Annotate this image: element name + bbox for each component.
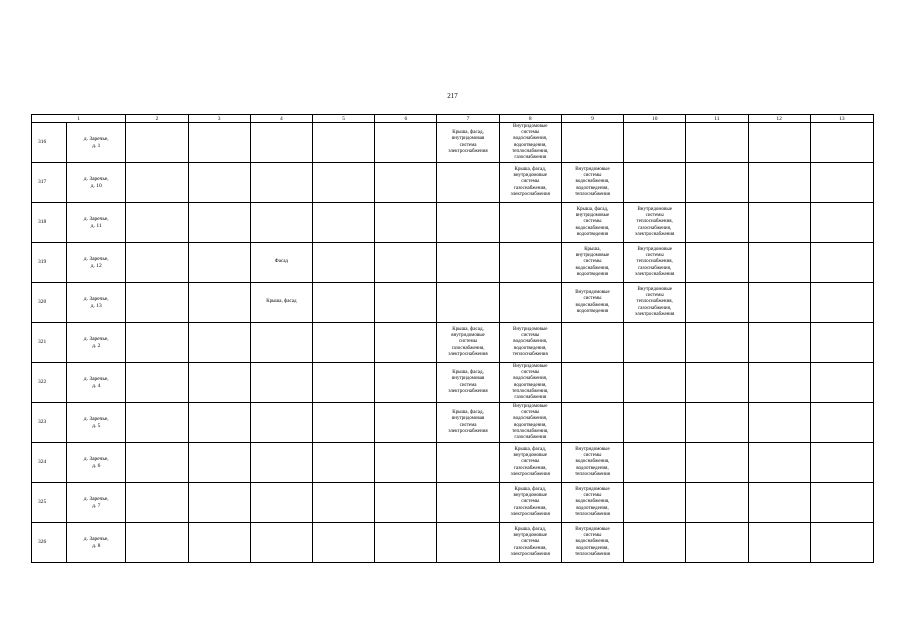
work-cell-col8: Внутридомовые системы водоснабжения, водоотведения, теплоснабжения, газоснабжения — [499, 363, 561, 403]
work-cell-col8 — [499, 283, 561, 323]
empty-cell — [375, 163, 437, 203]
empty-cell — [126, 283, 188, 323]
empty-cell — [188, 443, 250, 483]
column-header: 6 — [375, 115, 437, 123]
empty-cell — [686, 163, 748, 203]
column-header: 12 — [748, 115, 810, 123]
work-cell-col10 — [624, 483, 686, 523]
row-number-cell: 319 — [32, 243, 67, 283]
address-cell: д. Заречье, д. 12 — [67, 243, 126, 283]
empty-cell — [312, 523, 374, 563]
work-cell-col9: Внутридомовые системы водоснабжения, водоотведения, теплоснабжения — [561, 443, 623, 483]
empty-cell — [748, 483, 810, 523]
empty-cell — [810, 283, 873, 323]
data-table — [31, 114, 874, 563]
empty-cell — [312, 243, 374, 283]
empty-cell — [126, 243, 188, 283]
empty-cell — [748, 163, 810, 203]
empty-cell — [748, 403, 810, 443]
empty-cell — [686, 123, 748, 163]
column-header: 5 — [312, 115, 374, 123]
empty-cell — [686, 243, 748, 283]
work-cell-col7: Крыша, фасад, внутридомовая система электроснабжения — [437, 363, 499, 403]
work-cell-col4: Крыша, фасад — [250, 283, 312, 323]
work-cell-col10 — [624, 123, 686, 163]
row-number-cell: 322 — [32, 363, 67, 403]
work-cell-col8: Внутридомовые системы водоснабжения, водоотведения, теплоснабжения — [499, 323, 561, 363]
empty-cell — [188, 283, 250, 323]
empty-cell — [810, 403, 873, 443]
empty-cell — [312, 363, 374, 403]
empty-cell — [748, 523, 810, 563]
empty-cell — [748, 443, 810, 483]
address-cell: д. Заречье, д. 7 — [67, 483, 126, 523]
work-cell-col4: Фасад — [250, 243, 312, 283]
column-header: 2 — [126, 115, 188, 123]
empty-cell — [188, 203, 250, 243]
row-number-cell: 317 — [32, 163, 67, 203]
column-header: 7 — [437, 115, 499, 123]
work-cell-col7: Крыша, фасад, внутридомовые системы газоснабжения, электроснабжения — [437, 323, 499, 363]
work-cell-col4 — [250, 163, 312, 203]
empty-cell — [375, 443, 437, 483]
work-cell-col10 — [624, 163, 686, 203]
work-cell-col9: Внутридомовые системы водоснабжения, водоотведения, теплоснабжения — [561, 483, 623, 523]
work-cell-col7 — [437, 163, 499, 203]
empty-cell — [375, 523, 437, 563]
empty-cell — [126, 323, 188, 363]
address-cell: д. Заречье, д. 4 — [67, 363, 126, 403]
empty-cell — [375, 403, 437, 443]
empty-cell — [810, 363, 873, 403]
empty-cell — [810, 483, 873, 523]
empty-cell — [686, 323, 748, 363]
empty-cell — [188, 523, 250, 563]
address-cell: д. Заречье, д. 8 — [67, 523, 126, 563]
work-cell-col10 — [624, 363, 686, 403]
empty-cell — [375, 363, 437, 403]
empty-cell — [810, 243, 873, 283]
table-row — [32, 523, 874, 563]
empty-cell — [188, 243, 250, 283]
table-row — [32, 323, 874, 363]
address-cell: д. Заречье, д. 6 — [67, 443, 126, 483]
row-number-cell: 324 — [32, 443, 67, 483]
address-cell: д. Заречье, д. 2 — [67, 323, 126, 363]
column-header: 13 — [810, 115, 873, 123]
empty-cell — [748, 203, 810, 243]
empty-cell — [810, 443, 873, 483]
column-header: 4 — [250, 115, 312, 123]
work-cell-col7 — [437, 483, 499, 523]
work-cell-col8: Крыша, фасад, внутридомовые системы газоснабжения, электроснабжения — [499, 523, 561, 563]
work-cell-col8: Крыша, фасад, внутридомовые системы газоснабжения, электроснабжения — [499, 483, 561, 523]
column-header: 8 — [499, 115, 561, 123]
work-cell-col8: Крыша, фасад, внутридомовые системы газоснабжения, электроснабжения — [499, 163, 561, 203]
work-cell-col9 — [561, 363, 623, 403]
empty-cell — [810, 203, 873, 243]
table-row — [32, 283, 874, 323]
work-cell-col10: Внутридомовые системы теплоснабжения, газоснабжения, электроснабжения — [624, 243, 686, 283]
empty-cell — [748, 323, 810, 363]
row-number-cell: 320 — [32, 283, 67, 323]
table-row — [32, 163, 874, 203]
work-cell-col9: Крыша, внутридомовые системы водоснабжения, водоотведения — [561, 243, 623, 283]
column-header: 9 — [561, 115, 623, 123]
work-cell-col4 — [250, 443, 312, 483]
empty-cell — [312, 123, 374, 163]
work-cell-col7 — [437, 203, 499, 243]
address-cell: д. Заречье, д. 1 — [67, 123, 126, 163]
empty-cell — [686, 483, 748, 523]
work-cell-col9 — [561, 123, 623, 163]
work-cell-col4 — [250, 523, 312, 563]
work-cell-col10: Внутридомовые системы теплоснабжения, газоснабжения, электроснабжения — [624, 203, 686, 243]
work-cell-col9: Крыша, фасад, внутридомовые системы водоснабжения, водоотведения — [561, 203, 623, 243]
empty-cell — [126, 203, 188, 243]
empty-cell — [126, 403, 188, 443]
row-number-cell: 323 — [32, 403, 67, 443]
empty-cell — [748, 243, 810, 283]
empty-cell — [375, 123, 437, 163]
empty-cell — [686, 363, 748, 403]
empty-cell — [810, 323, 873, 363]
work-cell-col9: Внутридомовые системы водоснабжения, водоотведения — [561, 283, 623, 323]
address-cell: д. Заречье, д. 13 — [67, 283, 126, 323]
row-number-cell: 316 — [32, 123, 67, 163]
empty-cell — [312, 163, 374, 203]
empty-cell — [375, 323, 437, 363]
table-row — [32, 363, 874, 403]
empty-cell — [188, 483, 250, 523]
work-cell-col4 — [250, 483, 312, 523]
work-cell-col4 — [250, 363, 312, 403]
work-cell-col4 — [250, 203, 312, 243]
empty-cell — [375, 283, 437, 323]
work-cell-col9: Внутридомовые системы водоснабжения, водоотведения, теплоснабжения — [561, 523, 623, 563]
work-cell-col8 — [499, 203, 561, 243]
empty-cell — [188, 323, 250, 363]
work-cell-col7 — [437, 283, 499, 323]
empty-cell — [748, 123, 810, 163]
table-row — [32, 243, 874, 283]
empty-cell — [748, 283, 810, 323]
column-header: 11 — [686, 115, 748, 123]
row-number-cell: 321 — [32, 323, 67, 363]
work-cell-col10: Внутридомовые системы теплоснабжения, газоснабжения, электроснабжения — [624, 283, 686, 323]
empty-cell — [312, 443, 374, 483]
work-cell-col7 — [437, 443, 499, 483]
empty-cell — [126, 443, 188, 483]
work-cell-col9 — [561, 323, 623, 363]
empty-cell — [686, 403, 748, 443]
empty-cell — [810, 523, 873, 563]
empty-cell — [312, 323, 374, 363]
address-cell: д. Заречье, д. 10 — [67, 163, 126, 203]
work-cell-col10 — [624, 523, 686, 563]
row-number-cell: 318 — [32, 203, 67, 243]
work-cell-col8 — [499, 243, 561, 283]
empty-cell — [188, 163, 250, 203]
header-row — [32, 115, 874, 123]
empty-cell — [312, 483, 374, 523]
work-cell-col8: Внутридомовые системы водоснабжения, водоотведения, теплоснабжения, газоснабжения — [499, 403, 561, 443]
work-cell-col4 — [250, 323, 312, 363]
empty-cell — [748, 363, 810, 403]
empty-cell — [188, 363, 250, 403]
empty-cell — [810, 123, 873, 163]
empty-cell — [686, 443, 748, 483]
work-cell-col10 — [624, 323, 686, 363]
empty-cell — [375, 243, 437, 283]
row-number-cell: 325 — [32, 483, 67, 523]
work-cell-col10 — [624, 403, 686, 443]
work-cell-col8: Крыша, фасад, внутридомовые системы газоснабжения, электроснабжения — [499, 443, 561, 483]
empty-cell — [375, 483, 437, 523]
work-cell-col4 — [250, 403, 312, 443]
address-cell: д. Заречье, д. 11 — [67, 203, 126, 243]
table-row — [32, 483, 874, 523]
table-row — [32, 123, 874, 163]
work-cell-col7 — [437, 243, 499, 283]
empty-cell — [686, 203, 748, 243]
empty-cell — [312, 203, 374, 243]
table-row — [32, 203, 874, 243]
work-cell-col7: Крыша, фасад, внутридомовая система электроснабжения — [437, 403, 499, 443]
empty-cell — [126, 163, 188, 203]
empty-cell — [686, 283, 748, 323]
table-row — [32, 403, 874, 443]
empty-cell — [188, 403, 250, 443]
work-cell-col10 — [624, 443, 686, 483]
column-header: 1 — [32, 115, 126, 123]
work-cell-col9: Внутридомовые системы водоснабжения, водоотведения, теплоснабжения — [561, 163, 623, 203]
work-cell-col7: Крыша, фасад, внутридомовая система электроснабжения — [437, 123, 499, 163]
empty-cell — [126, 363, 188, 403]
empty-cell — [686, 523, 748, 563]
row-number-cell: 326 — [32, 523, 67, 563]
work-cell-col7 — [437, 523, 499, 563]
page-number: 217 — [447, 92, 458, 100]
empty-cell — [312, 403, 374, 443]
empty-cell — [126, 483, 188, 523]
empty-cell — [375, 203, 437, 243]
address-cell: д. Заречье, д. 5 — [67, 403, 126, 443]
work-cell-col4 — [250, 123, 312, 163]
empty-cell — [312, 283, 374, 323]
empty-cell — [126, 123, 188, 163]
empty-cell — [810, 163, 873, 203]
work-cell-col9 — [561, 403, 623, 443]
empty-cell — [188, 123, 250, 163]
table-row — [32, 443, 874, 483]
column-header: 10 — [624, 115, 686, 123]
column-header: 3 — [188, 115, 250, 123]
work-cell-col8: Внутридомовые системы водоснабжения, водоотведения, теплоснабжения, газоснабжения — [499, 123, 561, 163]
empty-cell — [126, 523, 188, 563]
